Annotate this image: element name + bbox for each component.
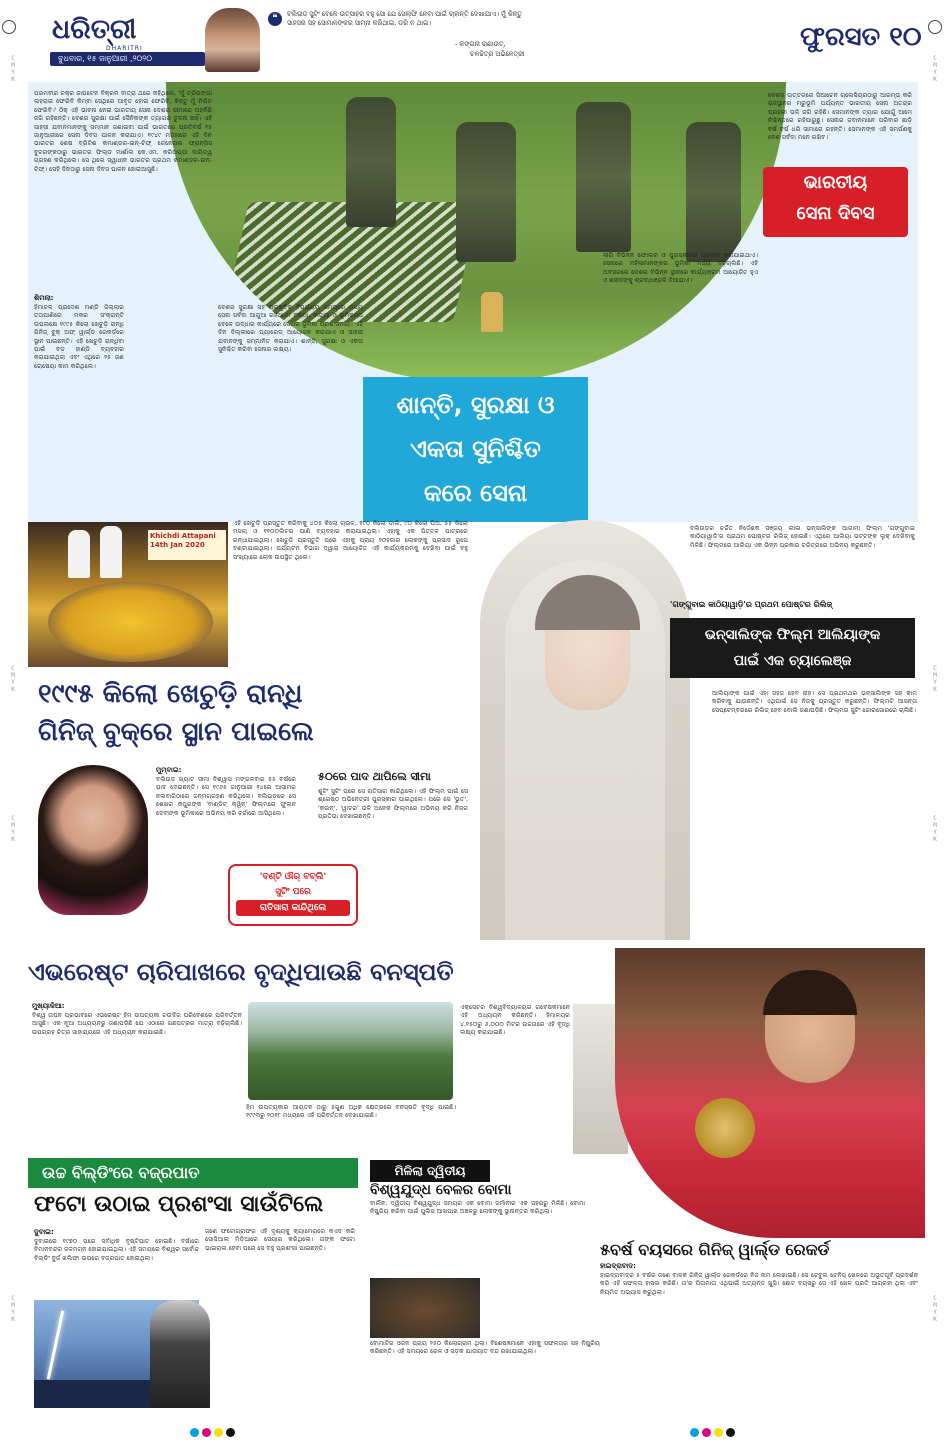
logo-subtext: DHARITRI	[106, 45, 143, 52]
lightning-text-2: ଜଣେ ଫଟୋଗ୍ରାଫର ଏହି ଦୃଶ୍ୟକୁ କ୍ୟାମେରାରେ କଏଦ କରି ସୋସିଆଲ ମିଡ଼ିଆରେ ସେୟାର କରିଥିଲେ। ତାଙ୍କ ଫଟୋ ଭାଇରାଲ ହେବା ପରେ ସେ ବହୁ ପ୍ରଶଂସା ପାଇଛନ୍ତି।	[205, 1228, 355, 1252]
logo	[52, 14, 192, 50]
boy-text: ହାଇଦ୍ରାବାଦର ୫ ବର୍ଷର ଜଣେ ବାଳକ ଗିନିଜ୍ ୱାର୍ଲ୍ଡ ରେକର୍ଡରେ ନିଜ ନାମ ଲେଖାଇଛି। ସେ ଟେବୁଲ ଟେନିସ୍ ଖେଳରେ ଅଭୂତପୂର୍ବ ପ୍ରଦର୍ଶନ କରି ଏହି ସଫଳତା ହାସଲ କରିଛି। ତା'ର ପିତାମାତା ଏଥିପାଇଁ ଅତ୍ୟନ୍ତ ଖୁସି। ଛୋଟ ବୟସରୁ ସେ ଏହି ଖେଳ ପ୍ରତି ଆଗ୍ରହୀ ଥିଲା ଏବଂ ନିୟମିତ ଅଭ୍ୟାସ କରୁଥିଲା।	[600, 1272, 918, 1296]
everest-location: ମୁଖ୍ୟାଳିଆ:	[32, 1002, 65, 1010]
seema-callout-line3: ରାତିସାରା କାନ୍ଦିଥିଲେ	[236, 900, 350, 916]
alia-text-top: ବଲିଉଡ଼ର ଚର୍ଚ୍ଚିତ ନିର୍ଦ୍ଦେଶକ ସଞ୍ଜୟ ଲୀଳା ଭନ୍‌ସାଲିଙ୍କ ଆଗାମୀ ଫିଲ୍ମ 'ଗଙ୍ଗୁବାଇ କାଠିୟାୱାଡ଼ି'ର ପ୍ରଥମ ପୋଷ୍ଟର ରିଲିଜ୍ ହୋଇଛି। ଏଥିରେ ଆଲିୟା ଭଟ୍ଟଙ୍କ ଲୁକ୍ ଦେଖିବାକୁ ମିଳିଛି। ଫିଲ୍ମରେ ଆଲିୟା ଏକ ଭିନ୍ନ ପ୍ରକାର ଚରିତ୍ରରେ ଅଭିନୟ କରୁଛନ୍ତି।	[690, 525, 915, 549]
alia-text-bottom: ଆଲିୟାଙ୍କ ପାଇଁ ଏହା ସହଜ ହେବ ନାହିଁ। ସେ ପ୍ରଥମଥର ଭନ୍‌ସାଲିଙ୍କ ସହ କାମ କରିବାକୁ ଯାଉଛନ୍ତି। ଏଥିପାଇଁ ସେ ନିଜକୁ ପ୍ରସ୍ତୁତ କରୁଛନ୍ତି। ଫିଲ୍ମଟି ଆସନ୍ତା ସେପ୍ଟେମ୍ବରରେ ରିଲିଜ୍ ହେବ ବୋଲି ଜଣାପଡ଼ିଛି। ଫିଲ୍ମର ସୁଟିଂ ଜୋରସୋରରେ ଚାଲିଛି।	[712, 690, 917, 714]
page-number: ୧୦	[889, 22, 922, 52]
khichdi-headline-line2: ଗିନିଜ୍ ବୁକ୍‌ରେ ସ୍ଥାନ ପାଇଲେ	[38, 717, 314, 747]
khichdi-headline-line1: ୧୯୯୫ କିଲୋ ଖେଚୁଡ଼ି ରାନ୍ଧି	[38, 679, 303, 709]
army-day-label-line1: ଭାରତୀୟ	[803, 172, 868, 193]
seema-location: ମୁମ୍ବାଇ:	[156, 766, 182, 774]
alia-headline-line2: ପାଇଁ ଏକ ଚ୍ୟାଲେଞ୍ଜ	[733, 653, 852, 669]
medal-icon	[695, 1098, 755, 1158]
kangana-photo	[205, 8, 260, 72]
color-dot-k2	[726, 1428, 735, 1437]
everest-section	[28, 1000, 628, 1155]
seema-headline: ୫୦ରେ ପାଦ ଥାପିଲେ ସୀମା	[318, 770, 431, 783]
color-dot-c2	[690, 1428, 699, 1437]
army-col-right-lower: ଲାଗି ବିଭିନ୍ନ ଫୋଲର ଓ ପୁରସ୍କାରର ପ୍ରଦାନ କରାଯାଇଥାଏ। ସେନାରେ ମହିଳାମାନଙ୍କର ଭୂମିକା ମଧ୍ୟ ବଢ଼ିଚାଲିଛି। ଏହି ଅବସରରେ ଦେଶର ବିଭିନ୍ନ ସ୍ଥାନରେ କାର୍ଯ୍ୟକ୍ରମ ଆୟୋଜିତ ହୁଏ ଓ ଶହୀଦଙ୍କୁ ଶ୍ରଦ୍ଧାଞ୍ଜଳି ଦିଆଯାଏ।	[603, 252, 758, 285]
bomb-text-1: ବାର୍ଲିନ: ଦ୍ୱିତୀୟ ବିଶ୍ୱଯୁଦ୍ଧ ସମୟର ଏକ ବୋମା ଜର୍ମାନୀର ଏକ ସହରରୁ ମିଳିଛି। ବୋମା ନିଷ୍କ୍ରିୟ କରିବା ପାଇଁ ପୁଲିସ ଆଖପାଖ ଅଞ୍ଚଳରୁ ଲୋକଙ୍କୁ ସ୍ଥାନାନ୍ତର କରିଥିଲା।	[370, 1200, 585, 1216]
color-dot-y2	[714, 1428, 723, 1437]
color-dot-m	[202, 1428, 211, 1437]
cmyk-strip-right-mid: C M Y K	[933, 665, 937, 693]
registration-mark-top-right	[928, 20, 942, 34]
everest-photo	[248, 1002, 453, 1100]
khichdi-headline	[28, 675, 473, 755]
army-day-label	[763, 167, 908, 237]
color-dot-k	[226, 1428, 235, 1437]
everest-text-1: ବିଶ୍ୱ ତାପନ ପ୍ରଭାବରେ ଏଭରେଷ୍ଟ ହିମ ଉପତ୍ୟକା ଚଉଦିଗ ପରିବେଶରେ ପରିବର୍ତ୍ତନ ଆସୁଛି। ଏକ ନୂଆ ଅଧ୍ୟୟନରୁ ଜଣାପଡ଼ିଛି ଯେ ଏଠାରେ ଗଛପତ୍ରର ମାତ୍ରା ବଢ଼ିଚାଲିଛି। ଉପଗ୍ରହ ଚିତ୍ର ସାହାଯ୍ୟରେ ଏହି ଅଧ୍ୟୟନ କରାଯାଇଛି।	[32, 1012, 242, 1036]
alia-headline-line1: ଭନ୍‌ସାଲିଙ୍କ ଫିଲ୍ମ ଆଲିୟାଙ୍କ	[704, 627, 881, 643]
everest-headline: ଏଭରେଷ୍ଟ ଚାରିପାଖରେ ବୃଦ୍ଧିପାଉଛି ବନସ୍ପତି	[28, 958, 454, 986]
khichdi-section	[28, 290, 468, 760]
quote-text: ବଲିଉଡ଼ ସୁଟିଂ ବେଳେ ଉତ୍ସାହର ବହୁ ସୋ ଯେ ସେଲ୍‌ଫି ନେବା ପାଇଁ ଚାହାନ୍ତି ଦେଖାଯାଏ। ମୁଁ କିନ୍ତୁ ସାହସର ସହ ସୋମାନଙ୍କର ସାମ୍ନା କରିଥାଇ, ଡରି ନ ଥାଇ।	[287, 10, 522, 27]
lightning-bolt-icon	[47, 1310, 64, 1379]
army-day-label-line2: ସେନା ଦିବସ	[796, 203, 875, 224]
chef-1	[68, 530, 90, 578]
seema-photo	[38, 765, 148, 915]
bomb-photo	[370, 1278, 480, 1338]
lightning-text-1: ଦୁବାଇରେ ୧୯୭୦ ପରେ ସର୍ବାଧିକ ବୃଷ୍ଟିପାତ ହୋଇଛି। ବର୍ଷାରେ ବିମାନବନ୍ଦର ଜଳମଗ୍ନ ହୋଇଯାଇଥିଲା। ଏହି ସମୟରେ ବିଶ୍ୱର ସର୍ବୋଚ୍ଚ ବିଲ୍ଡିଂ ବୁର୍ଜ ଖଲିଫା ଉପରେ ବଜ୍ରପାତ ହୋଇଥିଲା।	[34, 1238, 199, 1262]
boy-photo	[615, 948, 925, 1238]
quote-icon: ❝	[268, 12, 282, 26]
everest-headline-bar	[28, 952, 628, 998]
color-dot-c	[190, 1428, 199, 1437]
masthead	[0, 0, 945, 75]
everest-text-2: ହିମ ଉପତ୍ୟକାର ଆୟତନ ଠାରୁ ୫ଗୁଣ ଅଧିକ କ୍ଷେତ୍ରରେ ବନସ୍ପତି ବୃଦ୍ଧି ପାଇଛି। ୧୯୯୩ରୁ ୨୦୧୮ ମଧ୍ୟରେ ଏହି ପରିବର୍ତ୍ତନ ଦେଖାଯାଇଛି।	[246, 1104, 456, 1120]
seema-text-left: ବଲିଉଡ଼ ଖ୍ୟାତ ସୀମା ବିଶ୍ୱାସ ମଙ୍ଗଳବାର ୫୫ ବର୍ଷରେ ପାଦ ଦେଇଛନ୍ତି। ସେ ୧୯୬୫ ଜାନୁଆରୀ ୧୪ରେ ଆସାମର ନଲବାରିଠାରେ ଜନ୍ମଗ୍ରହଣ କରିଥିଲେ। ବଲିଉଡ଼ରେ ସେ ଶେଖର କପୁରଙ୍କ 'ବାଣ୍ଡିଟ୍ କ୍ୱିନ୍' ଫିଲ୍ମରେ ଫୁଲନ ଦେବୀଙ୍କ ଭୂମିକାରେ ଅଭିନୟ କରି ଚର୍ଚ୍ଚାରେ ଆସିଥିଲେ।	[156, 776, 296, 817]
bomb-text-2: ବୋମାଟିର ଓଜନ ପ୍ରାୟ ୨୫୦ କିଲୋଗ୍ରାମ ଥିଲା। ବିଶେଷଜ୍ଞମାନେ ଏହାକୁ ସଫଳତାର ସହ ନିଷ୍କ୍ରିୟ କରିଛନ୍ତି। ଏହି ସମୟରେ ରେଳ ଓ ସଡ଼କ ଯାତାୟାତ ବନ୍ଦ ରଖାଯାଇଥିଲା।	[370, 1340, 600, 1356]
soldier-3	[576, 102, 631, 252]
cooking-pot	[48, 582, 213, 662]
quote-role: ଚଳଚ୍ଚିତ୍ର ଅଭିନେତ୍ରୀ	[470, 50, 525, 58]
seema-section	[28, 760, 468, 945]
chef-2	[100, 526, 122, 578]
boy-hair	[763, 970, 857, 1015]
seema-text-right: ଶୁଟିଂ ସୁଟିଂ ପରେ ସେ ରାତିସାରା କାନ୍ଦିଥିଲେ। ଏହି ଫିଲ୍ମ ପାଇଁ ସେ ଶ୍ରେଷ୍ଠ ଅଭିନେତ୍ରୀ ପୁରସ୍କାର ପାଇଥିଲେ। ପରେ ସେ 'ଭୁତ', 'କଉନ୍', 'ୱାଟର' ଭଳି ଅନେକ ଫିଲ୍ମରେ ଅଭିନୟ କରି ନିଜର ପ୍ରତିଭା ଦେଖାଇଛନ୍ତି।	[318, 788, 468, 821]
simla-location: ଶିମଲା:	[34, 294, 54, 302]
khichdi-photo	[28, 522, 228, 667]
seema-callout	[228, 864, 358, 926]
khichdi-text-left: ହିମାଚଳ ପ୍ରଦେଶ ମଣ୍ଡି ଜିଲ୍ଲାର ତତାପାଣିରେ ମକର ସଂକ୍ରାନ୍ତି ଉପଲକ୍ଷେ ୧୯୯୫ କିଲୋ ଖେଚୁଡ଼ି ରାନ୍ଧି ଗିନିଜ୍ ବୁକ୍ ଅଫ୍ ୱାର୍ଲ୍ଡ ରେକର୍ଡରେ ସ୍ଥାନ ପାଇଛନ୍ତି। ଏହି ଖେଚୁଡ଼ି ରାନ୍ଧିବା ପାଇଁ ବଡ଼ ହାଣ୍ଡି ବ୍ୟବହାର କରାଯାଇଥିଲା ଏବଂ ଏଥିରେ ୨୫ ଜଣ ରୋଷେୟା କାମ କରିଥିଲେ।	[34, 304, 124, 370]
army-col-left-lower: ଦେଶର ସୁରକ୍ଷା ସହ ପ୍ରାକୃତିକ ବିପର୍ଯ୍ୟୟ ସମୟରେ ମଧ୍ୟ ସେନା ସର୍ବଦା ଆଗୁଆ ରହିଥାଏ। ବନ୍ୟା, ବାତ୍ୟା ଓ ଭୂମିକମ୍ପ ବେଳେ ଉଦ୍ଧାର କାର୍ଯ୍ୟରେ ସେନାର ଭୂମିକା ପ୍ରଶଂସନୀୟ। ଏହି ଦିନ ଦିଲ୍ଲୀରେ ପ୍ୟାରେଡ୍ ଆୟୋଜନ କରାଯାଏ ଓ ସାହସୀ ଯବାନଙ୍କୁ ସମ୍ମାନିତ କରାଯାଏ। ଶାନ୍ତି, ସୁରକ୍ଷା ଓ ଏକତା ସୁନିଶ୍ଚିତ କରିବା ସେନାର ଲକ୍ଷ୍ୟ।	[218, 304, 363, 354]
army-intro-text: ପରମବୀର ଚକ୍ର ଜାପଟେନ ବିକ୍ରମ ବାତ୍ରା ଥରେ କହିଥିଲେ, 'ମୁଁ ତ୍ରିରଙ୍ଗା ଲହରାଇ ଫେରିବି କିମ୍ବା ସେଥିରେ ଆବୃତ ହୋଇ ଫେରିବି, କିନ୍ତୁ ମୁଁ ନିଶ୍ଚିତ ଫେରିବି।' ଠିକ୍ ଏହି ଭାବନା ନେଇ ଭାରତୀୟ ସେନା ଦେଶର ସୀମାରେ ଅହର୍ନିଶି ଜଗି ରହିଛନ୍ତି। ଦେଶର ସୁରକ୍ଷା ପାଇଁ ସୈନିକଙ୍କ ତ୍ୟାଗର ତୁଳନା ନାହିଁ। ଏହି ସାହସୀ ଯବାନମାନଙ୍କୁ ସମ୍ମାନ ଜଣାଇବା ପାଇଁ ଭାରତରେ ପ୍ରତିବର୍ଷ ୧୫ ଜାନୁଆରୀରେ ସେନା ଦିବସ ପାଳନ କରାଯାଏ। ୧୯୪୯ ମସିହାରେ ଏହି ଦିନ ଭାରତର ଶେଷ ବ୍ରିଟିଶ କମାଣ୍ଡର-ଇନ୍‌-ଚିଫ୍ ଜେନେରାଲ ଫ୍ରାନ୍ସିସ ବୁଚରଙ୍କଠାରୁ ଭାରତର ଫିଲ୍ଡ ମାର୍ଶାଲ କେ.ଏମ. କରିଅପ୍ପା ଦାୟିତ୍ୱ ଗ୍ରହଣ କରିଥିଲେ। ସେ ଥିଲେ ସ୍ୱାଧୀନ ଭାରତର ପ୍ରଥମ କମାଣ୍ଡର-ଇନ୍‌-ଚିଫ୍। ସେହି ଦିନଠାରୁ ସେନା ଦିବସ ପାଳନ ହୋଇଆସୁଛି।	[34, 90, 212, 173]
date-bar	[50, 52, 205, 66]
soldier-4	[686, 122, 741, 262]
registration-mark-top-left	[2, 20, 16, 34]
boy-headline: ୫ବର୍ଷ ବୟସରେ ଗିନିଜ୍ ୱାର୍ଲ୍ଡ ରେକର୍ଡ	[600, 1240, 830, 1259]
army-headline-line2: ଏକତା ସୁନିଶ୍ଚିତ	[410, 435, 541, 463]
khichdi-text-right: ଏହି ଖେଚୁଡ଼ି ପ୍ରସ୍ତୁତ କରିବାକୁ ୪୦୫ କିଲୋ ଚାଉଳ, ୧୯୦ କିଲୋ ଡାଲି, ୯୦ କିଲୋ ଘିଅ, ୫୫ କିଲୋ ମସଲା ଓ ୧୧୦୦ଲିଟର ପାଣି ବ୍ୟବହାର କରାଯାଇଥିଲା। ଏହାକୁ ଏକ ପିତ୍ତଳ ପାତ୍ରରେ ରନ୍ଧାଯାଇଥିଲା। ଖେଚୁଡ଼ି ପ୍ରସ୍ତୁତି ପରେ ଏହାକୁ ପ୍ରାୟ ୨୦ହଜାର ଲୋକଙ୍କୁ ପ୍ରସାଦ ରୂପେ ବଣ୍ଟାଯାଇଥିଲା। ପର୍ଯ୍ୟଟନ ବିଭାଗ ଦ୍ୱାରା ଆୟୋଜିତ ଏହି କାର୍ଯ୍ୟକ୍ରମକୁ ଦେଖିବା ପାଇଁ ବହୁ ସଂଖ୍ୟାରେ ଲୋକ ଉପସ୍ଥିତ ଥିଲେ।	[233, 520, 468, 561]
army-headline-line1: ଶାନ୍ତି, ସୁରକ୍ଷା ଓ	[396, 391, 555, 419]
lightning-kicker: ଉଚ୍ଚ ବିଲ୍ଡିଂରେ ବଜ୍ରପାତ	[42, 1163, 200, 1182]
army-headline-line3: କରେ ସେନା	[423, 479, 528, 507]
lightning-location: ଦୁବାଇ:	[34, 1228, 54, 1236]
emblem-icon	[481, 292, 503, 332]
bomb-kicker: ମିଳିଲା ଦ୍ୱିତୀୟ	[370, 1160, 490, 1182]
date-text: ବୁଧବାର, ୧୫ ଜାନୁଆରୀ ,୨୦୨୦	[58, 54, 153, 63]
color-dot-y	[214, 1428, 223, 1437]
khichdi-banner: Khichdi Attapani 14th Jan 2020	[148, 530, 226, 560]
alia-veil	[505, 560, 665, 940]
cmyk-strip-left-bot: C M Y K	[11, 815, 15, 843]
alia-photo	[480, 520, 690, 940]
cmyk-strip-right-top: C M Y K	[933, 55, 937, 83]
lightning-kicker-bar	[28, 1158, 358, 1188]
color-dot-m2	[702, 1428, 711, 1437]
cmyk-strip-right-bot: C M Y K	[933, 815, 937, 843]
boy-location: ହାଇଦ୍ରାବାଦ:	[600, 1262, 636, 1270]
cmyk-strip-left-top: C M Y K	[11, 55, 15, 83]
alia-pretitle: 'ଗଙ୍ଗୁବାଇ କାଠିୟାୱାଡ଼ି'ର ପ୍ରଥମ ପୋଷ୍ଟର ରିଲିଜ୍	[670, 600, 833, 609]
seema-callout-line1: 'ବଣ୍ଟି ଔର୍ ବବ୍‌ଲି'	[259, 872, 327, 882]
alia-headline-box	[670, 618, 915, 678]
everest-text-3: ଏକ୍ସେଟର ବିଶ୍ୱବିଦ୍ୟାଳୟର ଗବେଷକମାନେ ଏହି ଅଧ୍ୟୟନ କରିଛନ୍ତି। ହିମାଳୟର ୪,୧୫୦ରୁ ୬,୦୦୦ ମିଟର ଉଚ୍ଚତାରେ ଏହି ବୃଦ୍ଧି ଲକ୍ଷ୍ୟ କରାଯାଇଛି।	[460, 1004, 570, 1037]
army-col-right-upper: ଦେଶର ଉତ୍ତରରେ ସିଆଚେନ ଗ୍ଲେସିୟରଠାରୁ ଆରମ୍ଭ କରି ରାଜସ୍ଥାନର ମରୁଭୂମି ପର୍ଯ୍ୟନ୍ତ ଭାରତୀୟ ସେନା ଅତନ୍ଦ୍ର ପ୍ରହରୀ ଭଳି ଜଗି ରହିଛି। ସେମାନଙ୍କ ତ୍ୟାଗ ଯୋଗୁଁ ଆମେ ନିଶ୍ଚିନ୍ତରେ ରହିପାରୁଛୁ। ସେନାର ଜବାନମାନେ ପରିବାର ଛାଡ଼ି ବର୍ଷ ବର୍ଷ ଧରି ସୀମାରେ ରହନ୍ତି। ସେମାନଙ୍କ ଏହି ସମର୍ପଣକୁ ଦେଶ ସର୍ବଦା ମନେ ରଖିବ।	[768, 92, 912, 142]
cmyk-strip-left-mid: C M Y K	[11, 665, 15, 693]
soldier-2	[456, 122, 516, 262]
soldier-1	[346, 97, 396, 227]
logo-text: ଧରିତ୍ରୀ	[52, 14, 137, 45]
bomb-headline: ବିଶ୍ୱଯୁଦ୍ଧ ବେଳର ବୋମା	[370, 1182, 512, 1198]
cmyk-strip-right-low: C M Y K	[933, 1295, 937, 1323]
photographer-photo	[150, 1300, 210, 1408]
quote-author: - କଙ୍ଗନା ରାଣାଉତ୍‌,	[455, 40, 506, 48]
section-title	[800, 22, 922, 53]
cmyk-strip-left-low: C M Y K	[11, 1295, 15, 1323]
section-name: ଫୁରସତ	[800, 22, 881, 52]
alia-section	[480, 480, 920, 945]
lightning-headline: ଫଟୋ ଉଠାଇ ପ୍ରଶଂସା ସାଉଁଟିଲେ	[34, 1192, 324, 1217]
seema-callout-line2: ସୁଟିଂ ପରେ	[275, 887, 311, 897]
